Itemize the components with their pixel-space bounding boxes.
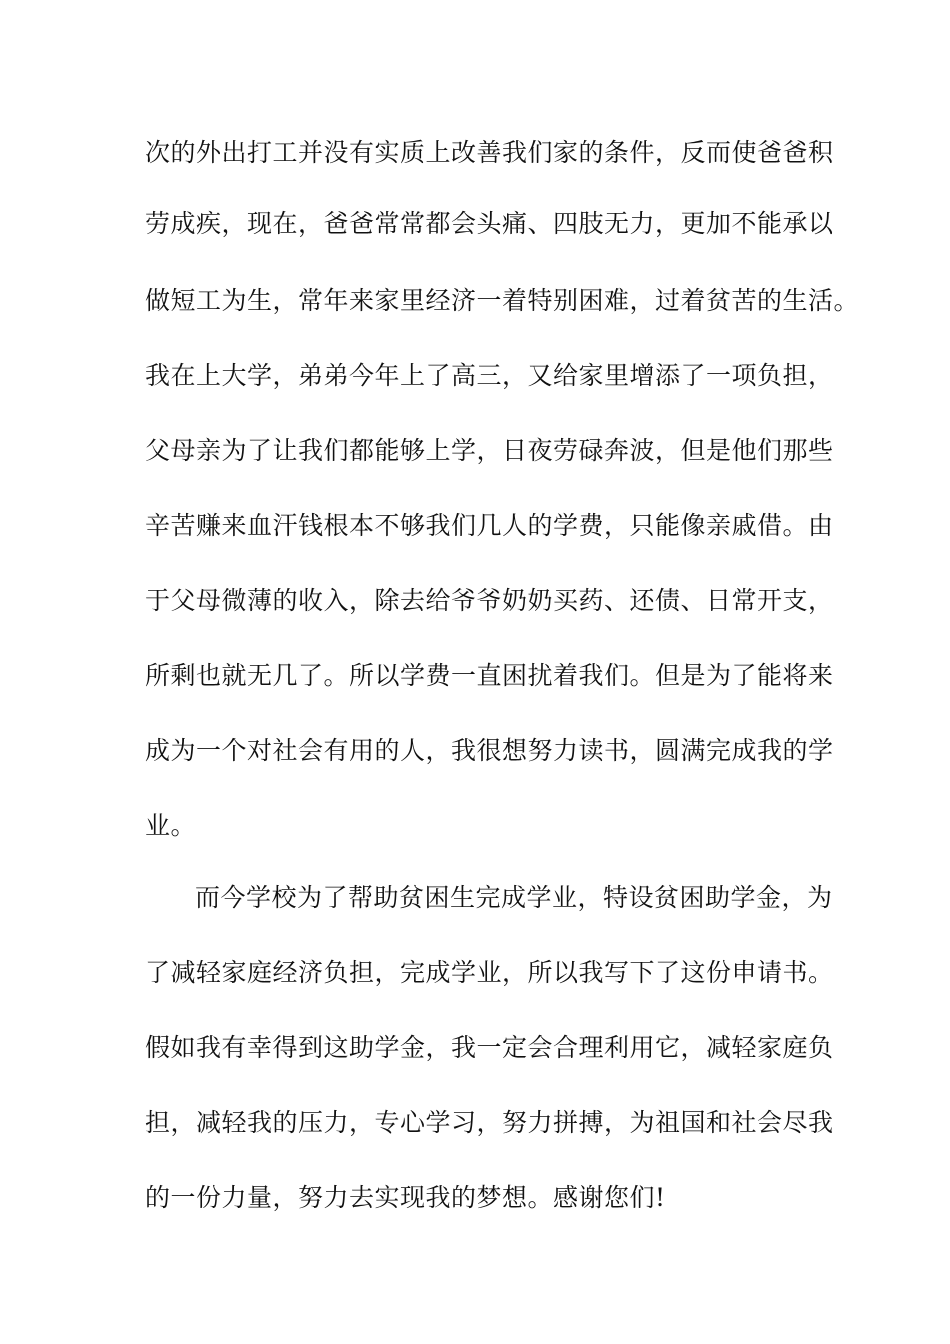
text-line-6: 辛苦赚来血汗钱根本不够我们几人的学费，只能像亲戚借。由 xyxy=(145,511,834,540)
text-line-5: 父母亲为了让我们都能够上学，日夜劳碌奔波，但是他们那些 xyxy=(145,436,834,465)
text-line-12: 了减轻家庭经济负担，完成学业，所以我写下了这份申请书。 xyxy=(145,958,834,987)
text-line-1: 次的外出打工并没有实质上改善我们家的条件，反而使爸爸积 xyxy=(145,138,834,167)
text-line-13: 假如我有幸得到这助学金，我一定会合理利用它，减轻家庭负 xyxy=(145,1033,834,1062)
text-line-15: 的一份力量，努力去实现我的梦想。感谢您们! xyxy=(145,1183,666,1212)
paragraph-2-line-1: 而今学校为了帮助贫困生完成学业，特设贫困助学金，为 xyxy=(195,883,833,912)
text-line-3: 做短工为生，常年来家里经济一着特别困难，过着贫苦的生活。 xyxy=(145,286,860,315)
text-line-7: 于父母微薄的收入，除去给爷爷奶奶买药、还债、日常开支， xyxy=(145,586,834,615)
text-line-8: 所剩也就无几了。所以学费一直困扰着我们。但是为了能将来 xyxy=(145,661,834,690)
text-line-9: 成为一个对社会有用的人，我很想努力读书，圆满完成我的学 xyxy=(145,736,834,765)
text-line-2: 劳成疾，现在，爸爸常常都会头痛、四肢无力，更加不能承以 xyxy=(145,209,834,238)
text-line-14: 担，减轻我的压力，专心学习，努力拼搏，为祖国和社会尽我 xyxy=(145,1108,834,1137)
text-line-4: 我在上大学，弟弟今年上了高三，又给家里增添了一项负担， xyxy=(145,361,834,390)
text-line-10: 业。 xyxy=(145,811,197,840)
